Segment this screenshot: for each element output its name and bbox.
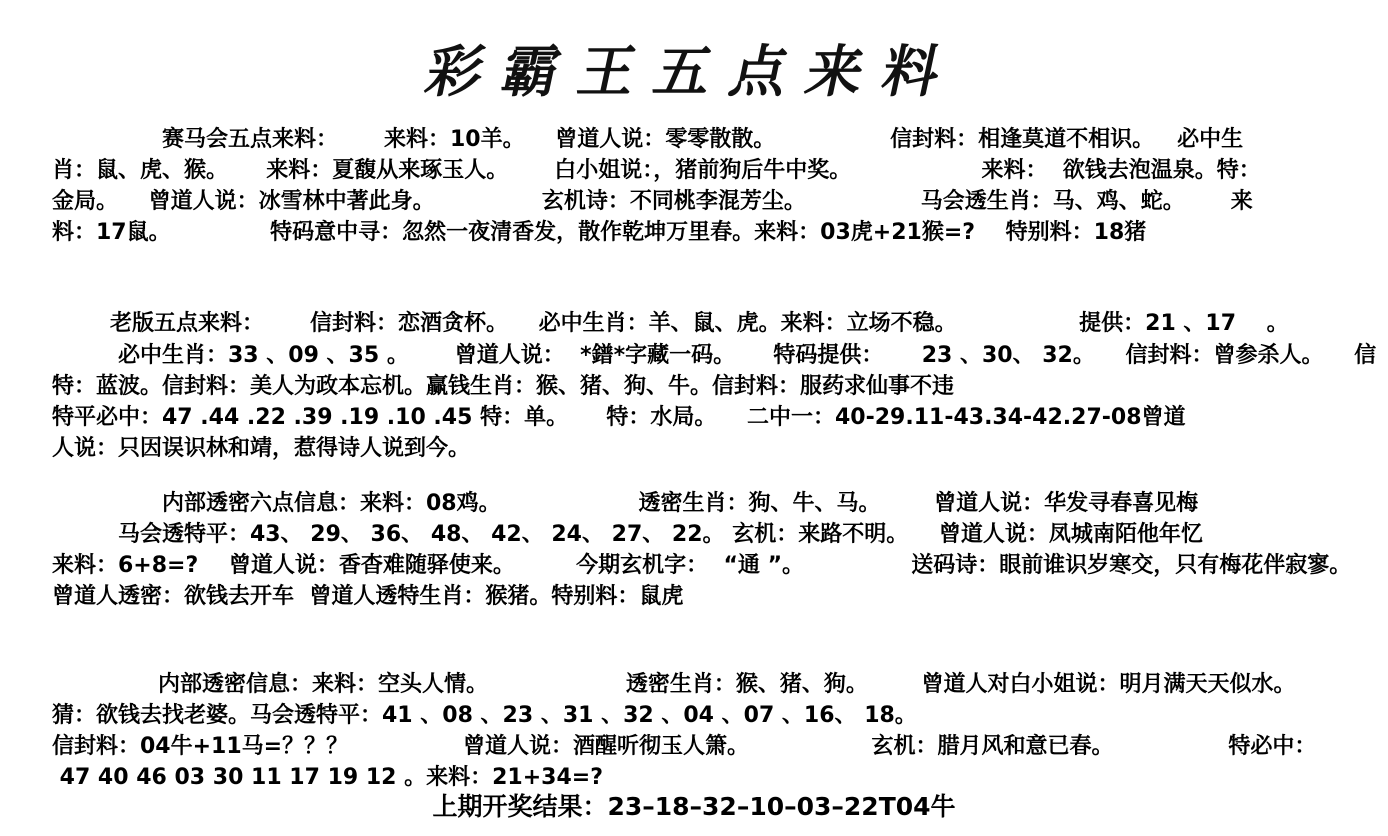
section-2-line-3: 特：蓝波。信封料：美人为政本忘机。赢钱生肖：猴、猪、狗、牛。信封料：服药求仙事不违 (52, 374, 955, 399)
page-title: 彩霸王五点来料 (420, 39, 967, 105)
last-draw-result: 上期开奖结果：23–18–32–10–03–22T04牛 (432, 792, 956, 821)
section-4-line-2: 猜：欲钱去找老婆。马会透特平：41 、08 、23 、31 、32 、04 、07 、16、 18。 (52, 703, 917, 728)
section-4-line-1: 内部透密信息：来料：空头人情。 透密生肖：猴、猪、狗。 曾道人对白小姐说：明月满天天似水。 (158, 672, 1296, 697)
section-1-line-1: 赛马会五点来料： 来料：10羊。 曾道人说：零零散散。 信封料：相逢莫道不相识。 必中生 (162, 127, 1244, 152)
section-2-line-1: 老版五点来料： 信封料：恋酒贪杯。 必中生肖：羊、鼠、虎。来料：立场不稳。 提供：21 、17 。 (110, 311, 1289, 336)
section-4-line-4: 47 40 46 03 30 11 17 19 12 。来料：21+34=? (52, 765, 603, 790)
section-3-line-2: 马会透特平：43、 29、 36、 48、 42、 24、 27、 22。 玄机：来路不明。 曾道人说：凤城南陌他年忆 (118, 522, 1203, 547)
section-3-line-1: 内部透密六点信息：来料：08鸡。 透密生肖：狗、牛、马。 曾道人说：华发寻春喜见梅 (162, 491, 1199, 516)
section-2-line-4: 特平必中：47 .44 .22 .39 .19 .10 .45 特：单。 特：水局。 二中一：40-29.11-43.34-42.27-08曾道 (52, 405, 1186, 430)
section-1-line-2: 肖：鼠、虎、猴。 来料：夏馥从来琢玉人。 白小姐说：，猪前狗后牛中奖。 来料： 欲钱去泡温泉。特： (52, 158, 1261, 183)
section-3-line-4: 曾道人透密：欲钱去开车 曾道人透特生肖：猴猪。特别料：鼠虎 (52, 584, 684, 609)
section-1-line-3: 金局。 曾道人说：冰雪林中著此身。 玄机诗：不同桃李混芳尘。 马会透生肖：马、鸡、蛇。 来 (52, 189, 1253, 214)
section-1-line-4: 料：17鼠。 特码意中寻：忽然一夜清香发，散作乾坤万里春。来料：03虎+21猴=? 特别料：18猪 (52, 220, 1147, 245)
section-4-line-3: 信封料：04牛+11马=？？？ 曾道人说：酒醒听彻玉人箫。 玄机：腊月风和意已春。 特必中： (52, 734, 1317, 759)
section-2-line-2: 必中生肖：33 、09 、35 。 曾道人说： *鐠*字藏一码。 特码提供： 23 、30、 32。 信封料：曾参杀人。 信 (118, 343, 1377, 368)
section-2-line-5: 人说：只因误识林和靖，惹得诗人说到今。 (52, 436, 471, 461)
section-3-line-3: 来料：6+8=? 曾道人说：香杳难随驿使来。 今期玄机字： “通 ”。 送码诗：眼前谁识岁寒交，只有梅花伴寂寥。 (52, 553, 1352, 578)
